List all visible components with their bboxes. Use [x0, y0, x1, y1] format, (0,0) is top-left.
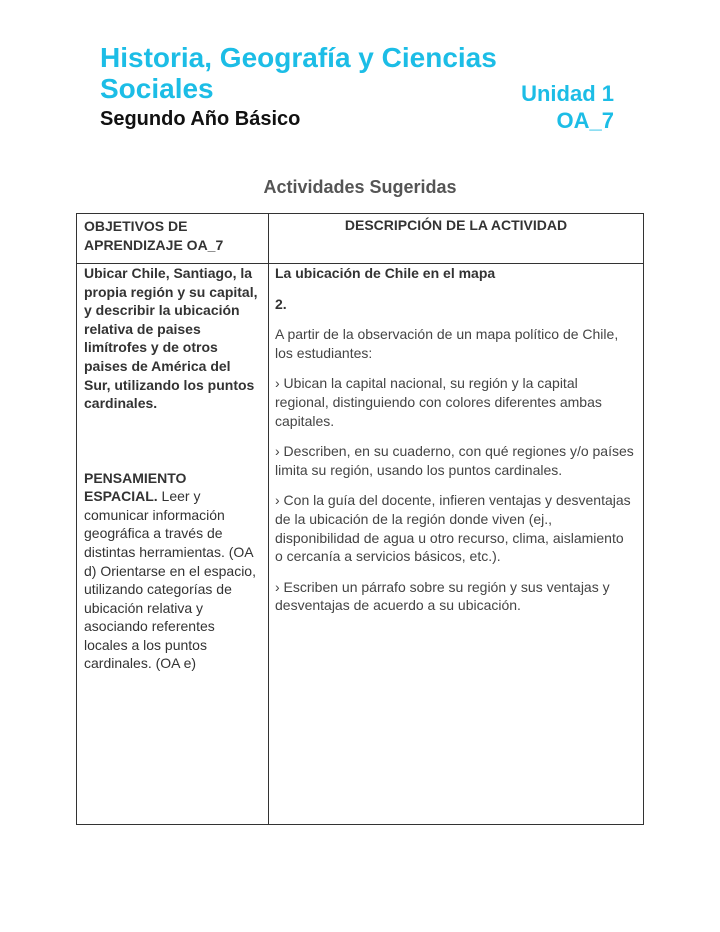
- paragraph-line: desventajas de acuerdo a su ubicación.: [275, 597, 521, 614]
- skill-line: asociando referentes: [84, 618, 215, 635]
- objective-line: relativa de paises: [84, 320, 201, 337]
- paragraph-line: A partir de la observación de un mapa político de Chile,: [275, 326, 619, 343]
- skill-line: [84, 487, 266, 506]
- paragraph-line: › Ubican la capital nacional, su región y la capital: [275, 375, 578, 392]
- activity-paragraph: [275, 578, 640, 615]
- section-title: Actividades Sugeridas: [263, 177, 457, 197]
- skill-text: Leer y: [157, 488, 201, 505]
- skill-title-line: ESPACIAL.: [84, 488, 158, 505]
- objective-line: paises de América del: [84, 357, 231, 374]
- skill-line: cardinales. (OA e): [84, 655, 197, 672]
- objective-line: Sur, utilizando los puntos: [84, 376, 255, 393]
- paragraph-line: › Escriben un párrafo sobre su región y sus ventajas y: [275, 578, 610, 595]
- objective-line: y describir la ubicación: [84, 302, 240, 319]
- oa-label: OA_7: [556, 108, 614, 133]
- activity-paragraph: [275, 491, 640, 565]
- activity-paragraph: [275, 325, 640, 362]
- header-line: APRENDIZAJE OA_7: [84, 237, 224, 253]
- title-line: Historia, Geografía y Ciencias: [100, 42, 497, 73]
- spacer: [84, 413, 266, 469]
- paragraph-line: los estudiantes:: [275, 344, 373, 361]
- skill-line: geográfica a través de: [84, 525, 223, 542]
- skill-line: distintas herramientas. (OA: [84, 543, 254, 560]
- unit-label: Unidad 1: [521, 81, 614, 106]
- paragraph-line: de la ubicación de la región donde viven (ej.,: [275, 510, 553, 527]
- paragraph-line: disponibilidad de agua u otro recurso, clima, aislamiento: [275, 529, 624, 546]
- grade-label: Segundo Año Básico: [100, 108, 301, 130]
- paragraph-line: regional, distinguiendo con colores diferentes ambas: [275, 393, 602, 410]
- description-header: DESCRIPCIÓN DE LA ACTIVIDAD: [344, 217, 568, 233]
- column-divider: [268, 214, 269, 824]
- objective-line: cardinales.: [84, 395, 158, 412]
- skill-line: utilizando categorías de: [84, 581, 232, 598]
- activity-paragraph: [275, 442, 640, 479]
- skill-title-line: PENSAMIENTO: [84, 469, 187, 486]
- objective-line: limítrofes y de otros: [84, 339, 218, 356]
- activity-paragraph: [275, 374, 640, 430]
- page-title: [100, 42, 497, 104]
- skill-line: ubicación relativa y: [84, 599, 204, 616]
- paragraph-line: capitales.: [275, 412, 335, 429]
- activities-table: [76, 213, 644, 825]
- objective-line: Ubicar Chile, Santiago, la: [84, 265, 253, 281]
- skill-line: locales a los puntos: [84, 636, 207, 653]
- objectives-cell: [84, 264, 266, 673]
- paragraph-line: o cercanía a servicios básicos, etc.).: [275, 548, 501, 565]
- description-cell: [275, 264, 640, 627]
- paragraph-line: limita su región, usando los puntos cardinales.: [275, 461, 563, 478]
- paragraph-line: › Con la guía del docente, infieren ventajas y desventajas: [275, 492, 631, 509]
- skill-line: d) Orientarse en el espacio,: [84, 562, 256, 579]
- header-line: OBJETIVOS DE: [84, 218, 188, 234]
- activity-title: La ubicación de Chile en el mapa: [275, 265, 496, 281]
- objectives-header: [84, 217, 223, 255]
- activity-number: 2.: [275, 295, 287, 312]
- objective-line: propia región y su capital,: [84, 283, 258, 300]
- skill-line: comunicar información: [84, 506, 225, 523]
- paragraph-line: › Describen, en su cuaderno, con qué regiones y/o países: [275, 443, 634, 460]
- title-line: Sociales: [100, 73, 214, 104]
